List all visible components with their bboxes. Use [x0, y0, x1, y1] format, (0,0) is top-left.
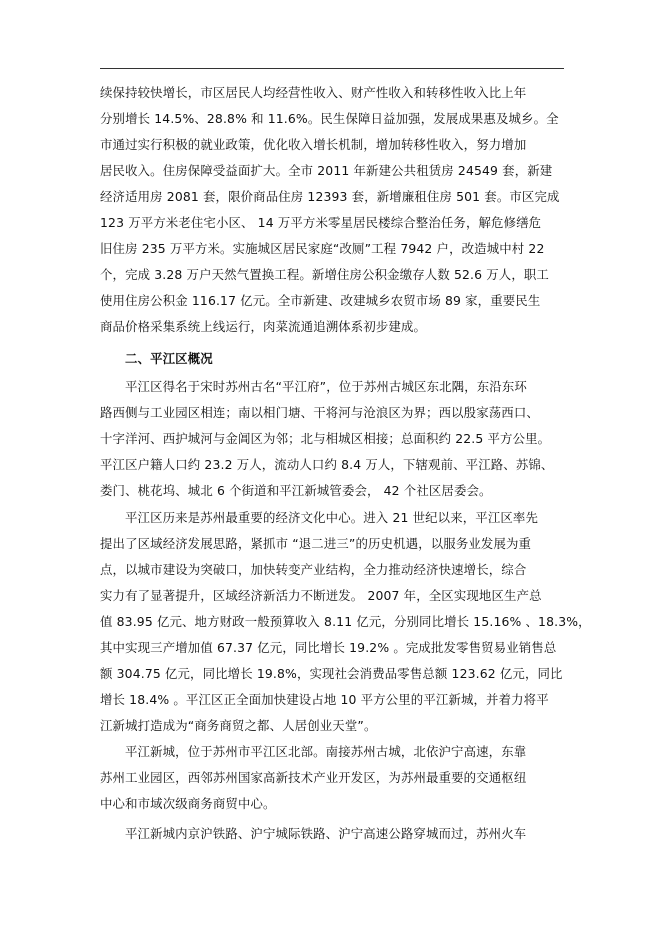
text-line: 提出了区域经济发展思路，紧抓市 “退二进三”的历史机遇，以服务业发展为重 — [100, 536, 532, 551]
text-line: 市通过实行积极的就业政策，优化收入增长机制，增加转移性收入，努力增加 — [100, 137, 527, 152]
text-line: 使用住房公积金 116.17 亿元。全市新建、改建城乡农贸市场 89 家，重要民生 — [100, 293, 541, 308]
text-line: 十字洋河、西护城河与金阊区为邻；北与相城区相接；总面积约 22.5 平方公里。 — [100, 431, 551, 446]
text-line: 商品价格采集系统上线运行，肉菜流通追溯体系初步建成。 — [100, 319, 427, 334]
text-line: 江新城打造成为“商务商贸之都、人居创业天堂”。 — [100, 718, 377, 733]
text-line: 点，以城市建设为突破口，加快转变产业结构，全力推动经济快速增长，综合 — [100, 562, 527, 577]
text-line: 值 83.95 亿元、地方财政一般预算收入 8.11 亿元，分别同比增长 15.16% 、18.3%， — [100, 614, 591, 629]
text-line: 分别增长 14.5%、28.8% 和 11.6%。民生保障日益加强，发展成果惠及城乡。全 — [100, 111, 559, 126]
text-line: 其中实现三产增加值 67.37 亿元，同比增长 19.2% 。完成批发零售贸易业销售总 — [100, 640, 557, 655]
text-line: 平江区历来是苏州最重要的经济文化中心。进入 21 世纪以来，平江区率先 — [125, 510, 539, 525]
text-line: 平江新城，位于苏州市平江区北部。南接苏州古城，北依沪宁高速，东靠 — [125, 744, 527, 759]
text-line: 中心和市域次级商务商贸中心。 — [100, 796, 276, 811]
text-line: 平江新城内京沪铁路、沪宁城际铁路、沪宁高速公路穿城而过，苏州火车 — [125, 826, 527, 841]
text-line: 旧住房 235 万平方米。实施城区居民家庭“改厕”工程 7942 户，改造城中村 22 — [100, 241, 545, 256]
text-line: 居民收入。住房保障受益面扩大。全市 2011 年新建公共租赁房 24549 套，新建 — [100, 163, 553, 178]
text-line: 苏州工业园区，西邻苏州国家高新技术产业开发区，为苏州最重要的交通枢纽 — [100, 770, 527, 785]
text-line: 实力有了显著提升，区域经济新活力不断迸发。 2007 年，全区实现地区生产总 — [100, 588, 542, 603]
text-line: 娄门、桃花坞、城北 6 个街道和平江新城管委会， 42 个社区居委会。 — [100, 483, 492, 498]
section-heading: 二、平江区概况 — [125, 351, 213, 366]
text-line: 路西侧与工业园区相连；南以相门塘、干将河与沧浪区为界；西以殷家荡西口、 — [100, 405, 539, 420]
text-line: 平江区得名于宋时苏州古名“平江府”，位于苏州古城区东北隅，东沿东环 — [125, 379, 527, 394]
text-line: 平江区户籍人口约 23.2 万人，流动人口约 8.4 万人，下辖观前、平江路、苏锦、 — [100, 457, 554, 472]
text-line: 增长 18.4% 。平江区正全面加快建设占地 10 平方公里的平江新城，并着力将平 — [100, 692, 549, 707]
text-line: 额 304.75 亿元，同比增长 19.8%，实现社会消费品零售总额 123.62 亿元，同比 — [100, 666, 563, 681]
text-line: 个，完成 3.28 万户天然气置换工程。新增住房公积金缴存人数 52.6 万人，职工 — [100, 267, 549, 282]
header-rule — [100, 68, 564, 69]
text-line: 123 万平方米老住宅小区、 14 万平方米零星居民楼综合整治任务，解危修缮危 — [100, 215, 542, 230]
text-line: 经济适用房 2081 套，限价商品住房 12393 套，新增廉租住房 501 套。市区完成 — [100, 189, 560, 204]
text-line: 续保持较快增长，市区居民人均经营性收入、财产性收入和转移性收入比上年 — [100, 85, 527, 100]
